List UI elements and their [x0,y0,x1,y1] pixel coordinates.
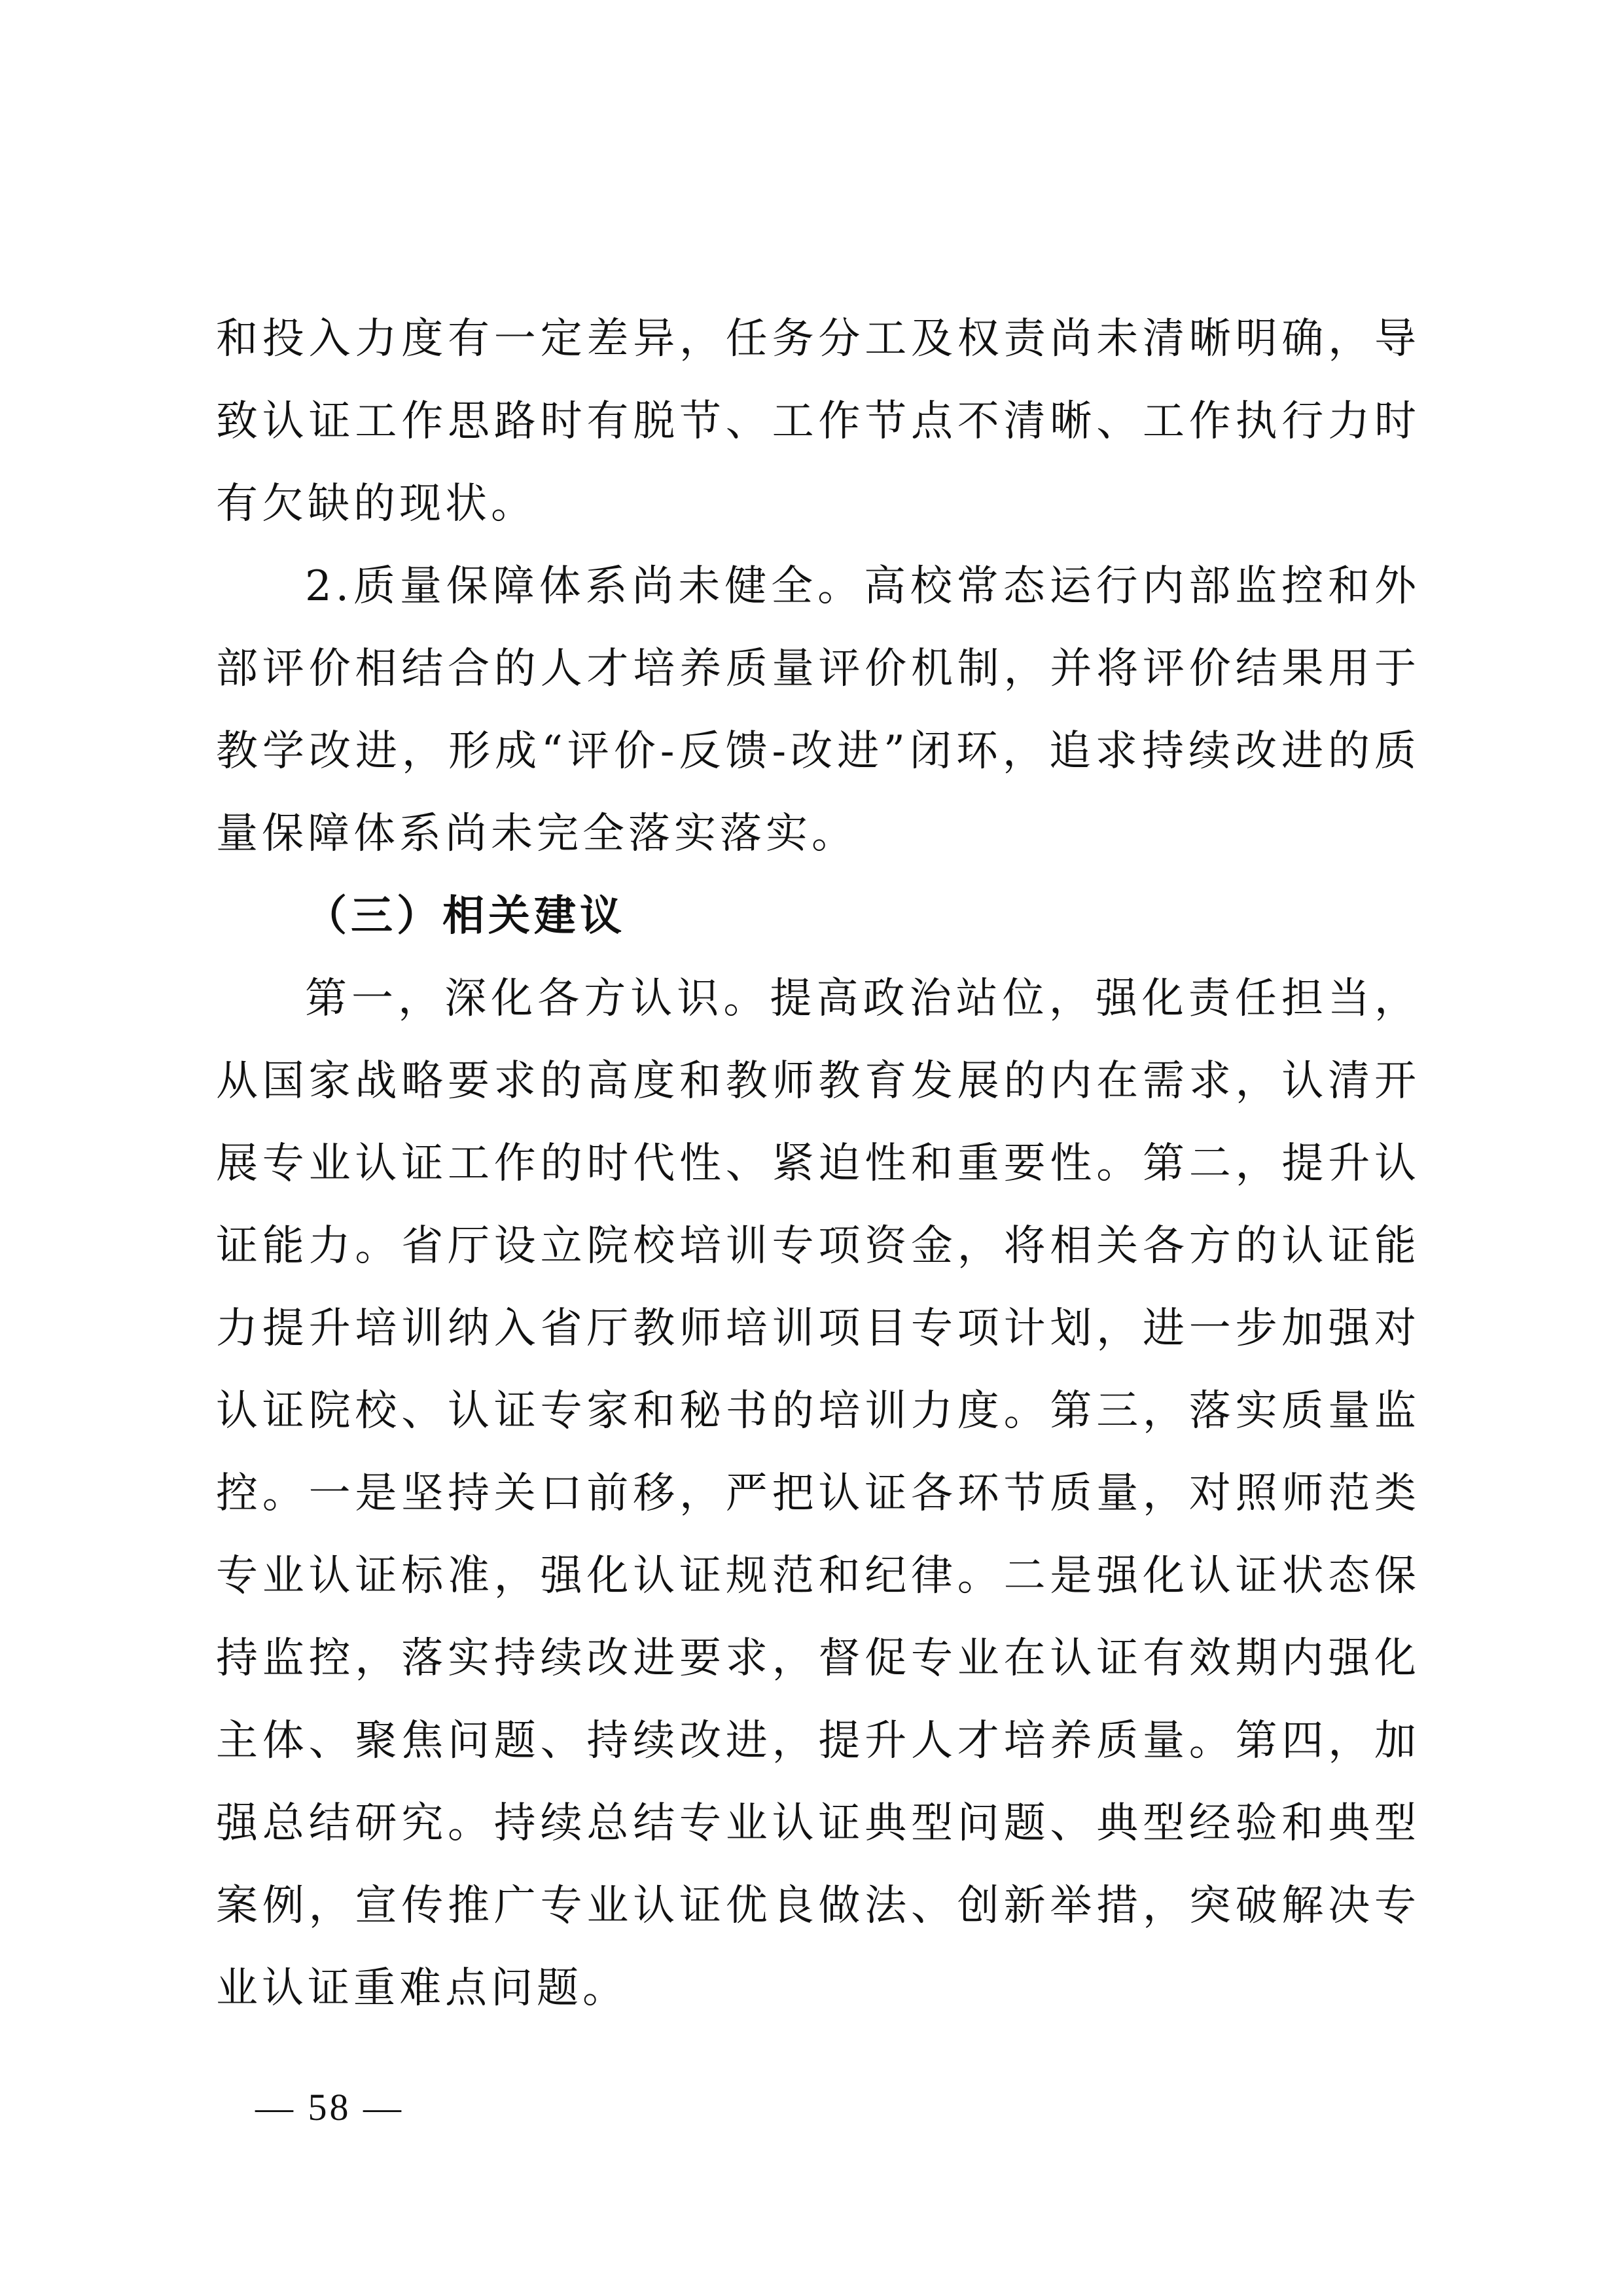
body-text [216,298,1420,2030]
paragraph-continued: 和投入力度有一定差异，任务分工及权责尚未清晰明确，导致认证工作思路时有脱节、工作节点不清晰、工作执行力时有欠缺的现状。 [216,315,1420,528]
section-heading: （三）相关建议 [305,892,626,941]
paragraph-quality-assurance: 2.质量保障体系尚未健全。高校常态运行内部监控和外部评价相结合的人才培养质量评价机制，并将评价结果用于教学改进，形成“评价-反馈-改进”闭环，追求持续改进的质量保障体系尚未完全落实落实。 [216,562,1420,858]
paragraph-suggestions: 第一，深化各方认识。提高政治站位，强化责任担当，从国家战略要求的高度和教师教育发展的内在需求，认清开展专业认证工作的时代性、紧迫性和重要性。第二，提升认证能力。省厅设立院校培训专项资金，将相关各方的认证能力提升培训纳入省厅教师培训项目专项计划，进一步加强对认证院校、认证专家和秘书的培训力度。第三，落实质量监控。一是坚持关口前移，严把认证各环节质量，对照师范类专业认证标准，强化认证规范和纪律。二是强化认证状态保持监控，落实持续改进要求，督促专业在认证有效期内强化主体、聚焦问题、持续改进，提升人才培养质量。第四，加强总结研究。持续总结专业认证典型问题、典型经验和典型案例，宣传推广专业认证优良做法、创新举措，突破解决专业认证重难点问题。 [216,975,1420,2013]
page-number: — 58 — [255,2086,404,2128]
